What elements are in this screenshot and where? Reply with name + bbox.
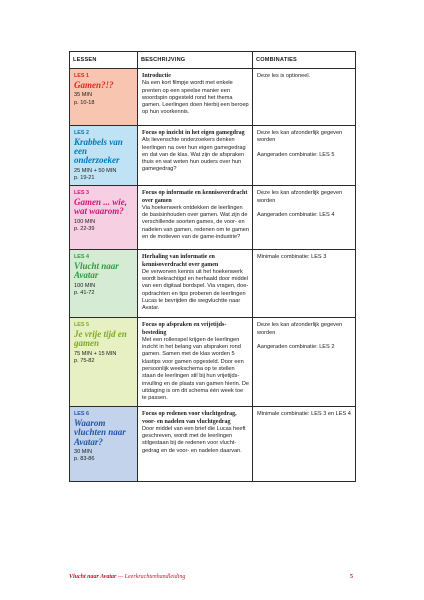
description-cell — [138, 250, 253, 318]
table-row — [70, 69, 356, 126]
header-lessen: LESSEN — [70, 52, 138, 69]
lesson-number: LES 4 — [74, 254, 89, 261]
lesson-pages: p. 75-82 — [74, 357, 95, 364]
lesson-pages: p. 83-86 — [74, 456, 95, 463]
lesson-duration: 30 MIN — [74, 448, 93, 455]
lesson-cell — [70, 407, 138, 482]
lesson-cell — [70, 126, 138, 186]
combination-note: Deze les kan afzonderlijk gegeven worden — [257, 190, 343, 204]
lesson-title: Vlucht naar Avatar — [74, 261, 119, 281]
lesson-pages: p. 41-72 — [74, 289, 95, 296]
description-text: Via hoekenwerk ontdekken de leerlingen de basisinhouden over gamen. Wat zijn de verschillende soorten games, de voor- en nadelen van gamen, redenen om te gamen en de motieven van de game-industrie? — [142, 204, 249, 240]
table-row — [70, 186, 356, 250]
description-cell — [138, 126, 253, 186]
lesson-number: LES 3 — [74, 190, 89, 197]
table-row — [70, 318, 356, 407]
combinations-cell — [253, 126, 356, 186]
combinations-cell — [253, 186, 356, 250]
combinations-cell — [253, 250, 356, 318]
lesson-number: LES 1 — [74, 73, 89, 79]
footer-title — [69, 574, 185, 580]
lesson-pages: p. 10-18 — [74, 99, 95, 106]
combinations-cell — [253, 69, 356, 126]
header-beschrijving: BESCHRIJVING — [138, 52, 253, 69]
header-combinaties: COMBINATIES — [253, 52, 356, 69]
description-title: Focus op informatie en kennisoverdracht over gamen — [142, 190, 248, 204]
lesson-duration: 100 MIN — [74, 282, 96, 289]
combination-recommendation: Aangeraden combinatie: LES 5 — [257, 151, 335, 158]
combination-note: Minimale combinatie: LES 3 en LES 4 — [257, 411, 351, 418]
description-text: Met een rollenspel krijgen de leerlingen inzicht in het belang van afspraken rond gamen. Samen met de klas worden 5 klastips voor gamen opgesteld. Door een persoonlijk weekschema op te stellen staan de leerlingen stil bij hun vrijetijds-invulling en de plaats van gamen hierin. De uitdaging is om dit schema één week toe te passen. — [142, 336, 249, 402]
description-title: Focus op redenen voor vluchtgedrag, voor- en nadelen van vluchtgedrag — [142, 411, 237, 425]
description-text: De verworven kennis uit het hoekenwerk wordt bekrachtigd en herhaald door middel van een digitaal bordspel. Via vragen, doe-opdrachten en tips proberen de leerlingen Lucas te bevrijden die wegvluchtte naar Avatar. — [142, 268, 249, 312]
lesson-pages: p. 22-39 — [74, 225, 95, 232]
lesson-number: LES 5 — [74, 322, 89, 329]
lesson-pages: p. 19-21 — [74, 174, 95, 181]
description-title: Focus op inzicht in het eigen gamegdrag — [142, 130, 245, 136]
table-row — [70, 407, 356, 482]
table-row — [70, 250, 356, 318]
lesson-title: Je vrije tijd en gamen — [74, 329, 127, 349]
lesson-duration: 35 MIN — [74, 92, 93, 99]
description-cell — [138, 407, 253, 482]
combination-note: Minimale combinatie: LES 3 — [257, 254, 327, 261]
lesson-title: Waarom vluchten naar Avatar? — [74, 418, 126, 447]
lesson-title: Gamen ... wie, wat waarom? — [74, 197, 127, 217]
combinations-cell — [253, 407, 356, 482]
lesson-title: Gamen?!? — [74, 80, 114, 90]
combination-gap — [257, 337, 352, 344]
combination-note: Deze les is optioneel. — [257, 73, 311, 79]
description-text: Na een kort filmpje wordt met enkele prenten op een speelse manier een woordspin opgesteld rond het thema gamen. Leerlingen doen hierbij een beroep op hun voorkennis. — [142, 80, 249, 116]
description-text: Als lievenschte onderzoekers denken leerlingen na over hun eigen gamegedrag en dat van de klas. Wat zijn de afspraken thuis en wat weten hun ouders over hun gamegedrag? — [142, 137, 246, 173]
description-text: Door middel van een brief die Lucas heeft geschreven, wordt met de leerlingen stilgestaan bij de redenen voor vlucht-gedrag en de voor- en nadelen daarvan. — [142, 425, 246, 454]
page-number: 5 — [350, 574, 353, 580]
lesson-cell — [70, 186, 138, 250]
lesson-cell — [70, 318, 138, 407]
description-title: Focus op afspraken en vrijetijds-besteding — [142, 322, 227, 336]
lesson-cell — [70, 69, 138, 126]
description-title: Introductie — [142, 73, 171, 79]
description-cell — [138, 186, 253, 250]
combination-note: Deze les kan afzonderlijk gegeven worden — [257, 322, 343, 336]
combination-gap — [257, 145, 352, 152]
lesson-number: LES 2 — [74, 130, 89, 136]
lesson-duration: 100 MIN — [74, 218, 96, 225]
lesson-cell — [70, 250, 138, 318]
table-row — [70, 126, 356, 186]
combination-recommendation: Aangeraden combinatie: LES 4 — [257, 211, 335, 218]
footer-book-subtitle: — Leerkrachtenhandleiding — [116, 574, 186, 580]
lesson-number: LES 6 — [74, 411, 89, 418]
description-cell — [138, 69, 253, 126]
lesson-duration: 75 MIN + 15 MIN — [74, 350, 117, 357]
combination-note: Deze les kan afzonderlijk gegeven worden — [257, 130, 343, 144]
combination-recommendation: Aangeraden combinatie: LES 2 — [257, 343, 335, 350]
description-title: Herhaling van informatie en kennisoverdracht over gamen — [142, 254, 219, 268]
lesson-title: Krabbels van een onderzoeker — [74, 137, 123, 166]
description-cell — [138, 318, 253, 407]
lesson-duration: 25 MIN + 50 MIN — [74, 167, 117, 174]
combinations-cell — [253, 318, 356, 407]
combination-gap — [257, 205, 352, 212]
footer-book-title: Vlucht naar Avatar — [69, 574, 117, 580]
lesson-overview-table — [69, 51, 356, 482]
table-header-row — [70, 52, 356, 69]
